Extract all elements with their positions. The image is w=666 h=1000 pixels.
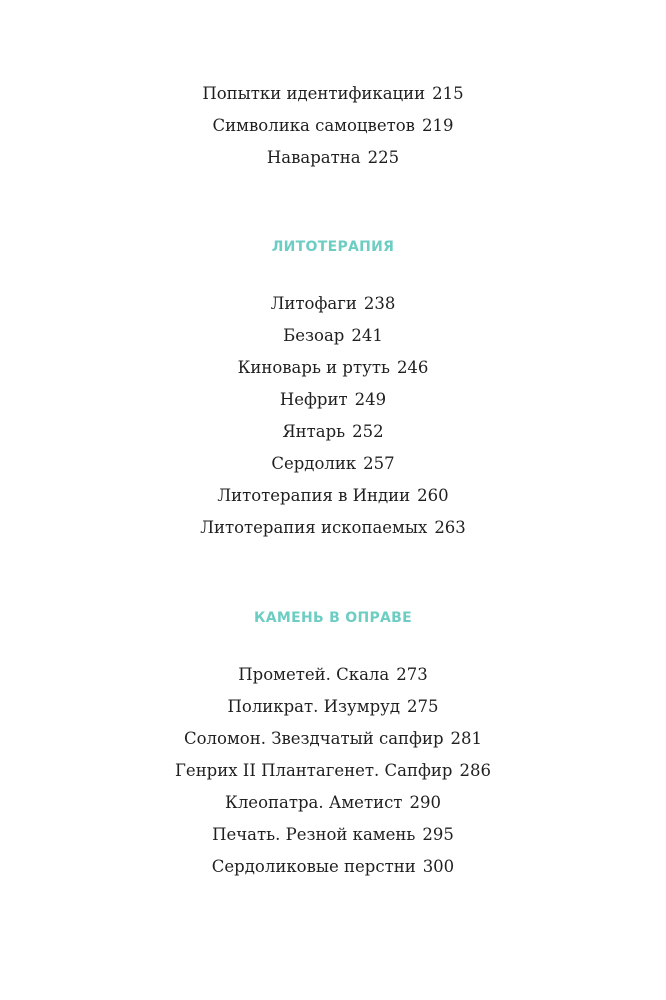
toc-entry (0, 148, 666, 168)
toc-entry-page: 219 (421, 116, 454, 135)
toc-entry-title: Киноварь и ртуть (237, 358, 390, 377)
toc-entry-page: 275 (407, 697, 439, 716)
toc-entry-title: Генрих II Плантагенет. Сапфир (175, 761, 453, 780)
toc-entry (0, 729, 666, 749)
toc-entry-page: 273 (396, 665, 428, 684)
toc-entry-page: 295 (422, 825, 454, 844)
toc-entry (0, 665, 666, 685)
toc-entry (0, 486, 666, 506)
toc-entry-page: 249 (354, 390, 387, 409)
toc-entry (0, 454, 666, 474)
toc-entry-title: Соломон. Звездчатый сапфир (183, 729, 444, 748)
toc-entry (0, 390, 666, 410)
toc-entry-title: Попытки идентификации (202, 84, 426, 103)
toc-entry-page: 286 (459, 761, 491, 780)
toc-entry (0, 761, 666, 781)
toc-entry (0, 518, 666, 538)
toc-entry-title: Печать. Резной камень (212, 825, 416, 844)
section-heading: КАМЕНЬ В ОПРАВЕ (253, 610, 413, 626)
toc-entry (0, 697, 666, 717)
toc-entry-title: Сердолик (271, 454, 357, 473)
toc-entry-page: 241 (351, 326, 383, 345)
toc-entry-page: 225 (367, 148, 400, 167)
toc-entry-title: Поликрат. Изумруд (227, 697, 400, 716)
toc-entry (0, 116, 666, 136)
toc-entry-page: 290 (409, 793, 441, 812)
toc-entry (0, 793, 666, 813)
toc-entry (0, 326, 666, 346)
toc-entry-page: 246 (396, 358, 429, 377)
toc-entry-page: 263 (434, 518, 466, 537)
toc-entry-page: 215 (432, 84, 464, 103)
toc-entry-title: Символика самоцветов (212, 116, 415, 135)
toc-entry-page: 300 (422, 857, 455, 876)
toc-entry (0, 825, 666, 845)
toc-entry-title: Безоар (283, 326, 345, 345)
toc-entry-title: Литофаги (270, 294, 357, 313)
toc-entry-page: 252 (352, 422, 384, 441)
toc-entry-title: Нефрит (279, 390, 348, 409)
toc-entry-page: 238 (363, 294, 396, 313)
toc-entry (0, 294, 666, 314)
toc-entry-title: Сердоликовые перстни (211, 857, 416, 876)
toc-entry-title: Прометей. Скала (238, 665, 390, 684)
section-heading: ЛИТОТЕРАПИЯ (271, 239, 395, 255)
toc-entry-title: Янтарь (282, 422, 346, 441)
toc-entry-title: Литотерапия ископаемых (200, 518, 428, 537)
toc-entry-title: Клеопатра. Аметист (225, 793, 403, 812)
toc-entry (0, 358, 666, 378)
toc-entry (0, 422, 666, 442)
toc-entry-title: Литотерапия в Индии (217, 486, 411, 505)
toc-entry-page: 281 (450, 729, 483, 748)
toc-entry-title: Наваратна (266, 148, 361, 167)
toc-entry-page: 260 (417, 486, 449, 505)
toc-entry (0, 857, 666, 877)
toc-entry (0, 84, 666, 104)
toc-entry-page: 257 (363, 454, 395, 473)
